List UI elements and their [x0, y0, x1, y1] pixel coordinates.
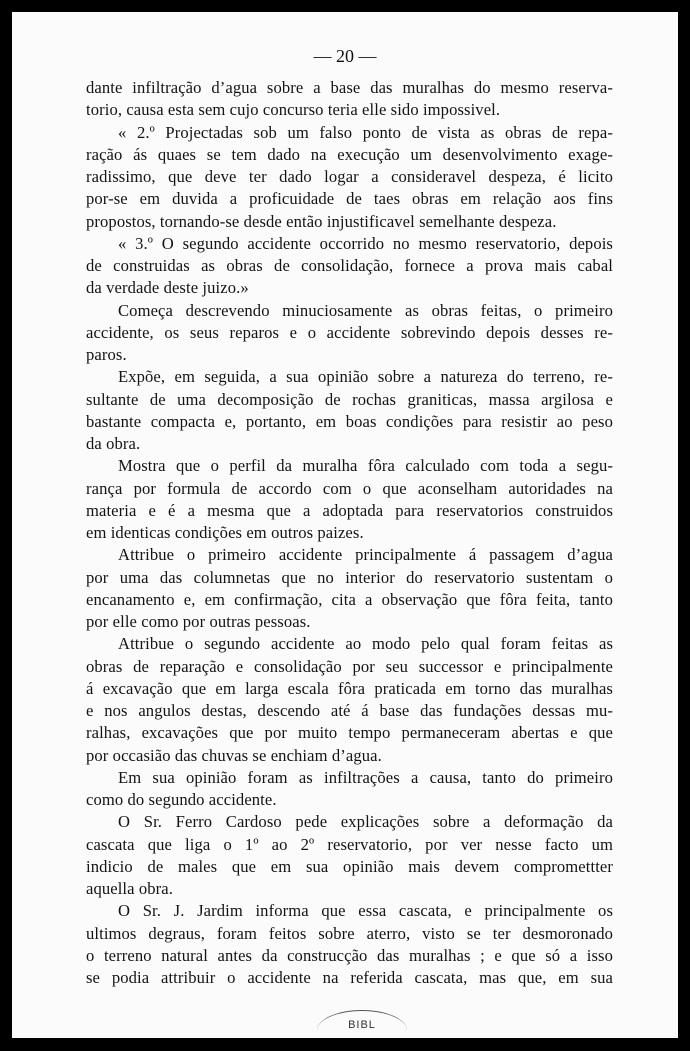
body-text	[86, 77, 613, 989]
text-line: accidente, os seus reparos e o accidente sobrevindo depois desses re-	[86, 322, 613, 342]
text-line: da obra.	[86, 434, 141, 453]
text-line: obras de reparação e consolidação por seu successor e principalmente	[86, 656, 613, 676]
text-line: Expõe, em seguida, a sua opinião sobre a natureza do terreno, re-	[118, 367, 613, 387]
text-line: por-se em duvida a proficuidade de taes obras em relação aos fins	[86, 189, 613, 209]
text-line: indicio de males que em sua opinião mais devem compromettter	[86, 856, 613, 876]
text-line: O Sr. Ferro Cardoso pede explicações sobre a deformação da	[118, 812, 613, 832]
text-line: ração ás quaes se tem dado na execução um desenvolvimento exage-	[86, 144, 613, 164]
text-line: ralhas, excavações que por muito tempo permaneceram abertas e que	[86, 723, 613, 743]
text-line: de construidas as obras de consolidação, fornece a prova mais cabal	[86, 256, 613, 275]
text-line: radissimo, que deve ter dado logar a consideravel despeza, é licito	[86, 167, 613, 186]
text-line: e nos angulos destas, descendo até á base das fundações dessas mu-	[86, 701, 613, 720]
text-line: bastante compacta e, portanto, em boas condições para resistir ao peso	[86, 411, 613, 431]
text-line: « 2.º Projectadas sob um falso ponto de vista as obras de repa-	[118, 122, 613, 142]
text-line: se podia attribuir o accidente na referida cascata, mas que, em sua	[86, 968, 613, 987]
text-line: sultante de uma decomposição de rochas graniticas, massa argilosa e	[86, 389, 613, 409]
text-line: rança por formula de accordo com o que aconselham autoridades na	[86, 478, 613, 498]
library-stamp: BIBL	[317, 1010, 407, 1051]
text-line: paros.	[86, 345, 127, 364]
text-line: o terreno natural antes da construcção das muralhas ; e que só a isso	[86, 945, 613, 965]
text-line: materia e é a mesma que a adoptada para reservatorios construidos	[86, 500, 613, 520]
text-line: aquella obra.	[86, 879, 173, 898]
text-line: Começa descrevendo minuciosamente as obras feitas, o primeiro	[118, 300, 613, 320]
page-number: — 20 —	[313, 46, 377, 66]
text-line: por occasião das chuvas se enchiam d’agua.	[86, 745, 382, 765]
text-line: da verdade deste juizo.»	[86, 278, 249, 298]
text-line: Attribue o segundo accidente ao modo pelo qual foram feitas as	[118, 634, 613, 654]
text-line: á excavação que em larga escala fôra praticada em torno das muralhas	[86, 678, 613, 698]
text-line: por uma das columnetas que no interior do reservatorio sustentam o	[86, 567, 613, 587]
text-line: Attribue o primeiro accidente principalmente á passagem d’agua	[118, 545, 613, 565]
text-line: Mostra que o perfil da muralha fôra calculado com toda a segu-	[118, 456, 613, 476]
text-line: em identicas condições em outros paizes.	[86, 523, 364, 542]
text-line: « 3.º O segundo accidente occorrido no mesmo reservatorio, depois	[118, 233, 613, 253]
text-line: encanamento e, em confirmação, cita a observação que fôra feita, tanto	[86, 589, 613, 609]
document-page	[12, 12, 678, 1038]
text-line: ultimos degraus, foram feitos sobre aterro, visto se ter desmoronado	[86, 923, 613, 943]
text-line: torio, causa esta sem cujo concurso teria elle sido impossivel.	[86, 100, 501, 120]
text-line: Em sua opinião foram as infiltrações a causa, tanto do primeiro	[118, 767, 613, 787]
text-line: como do segundo accidente.	[86, 790, 277, 809]
text-line: dante infiltração d’agua sobre a base das muralhas do mesmo reserva-	[86, 78, 613, 97]
text-line: por elle como por outras pessoas.	[86, 612, 311, 631]
text-line: propostos, tornando-se desde então injustificavel semelhante despeza.	[86, 211, 557, 231]
text-line: cascata que liga o 1º ao 2º reservatorio, por ver nesse facto um	[86, 834, 613, 854]
text-line: O Sr. J. Jardim informa que essa cascata, e principalmente os	[118, 901, 613, 921]
